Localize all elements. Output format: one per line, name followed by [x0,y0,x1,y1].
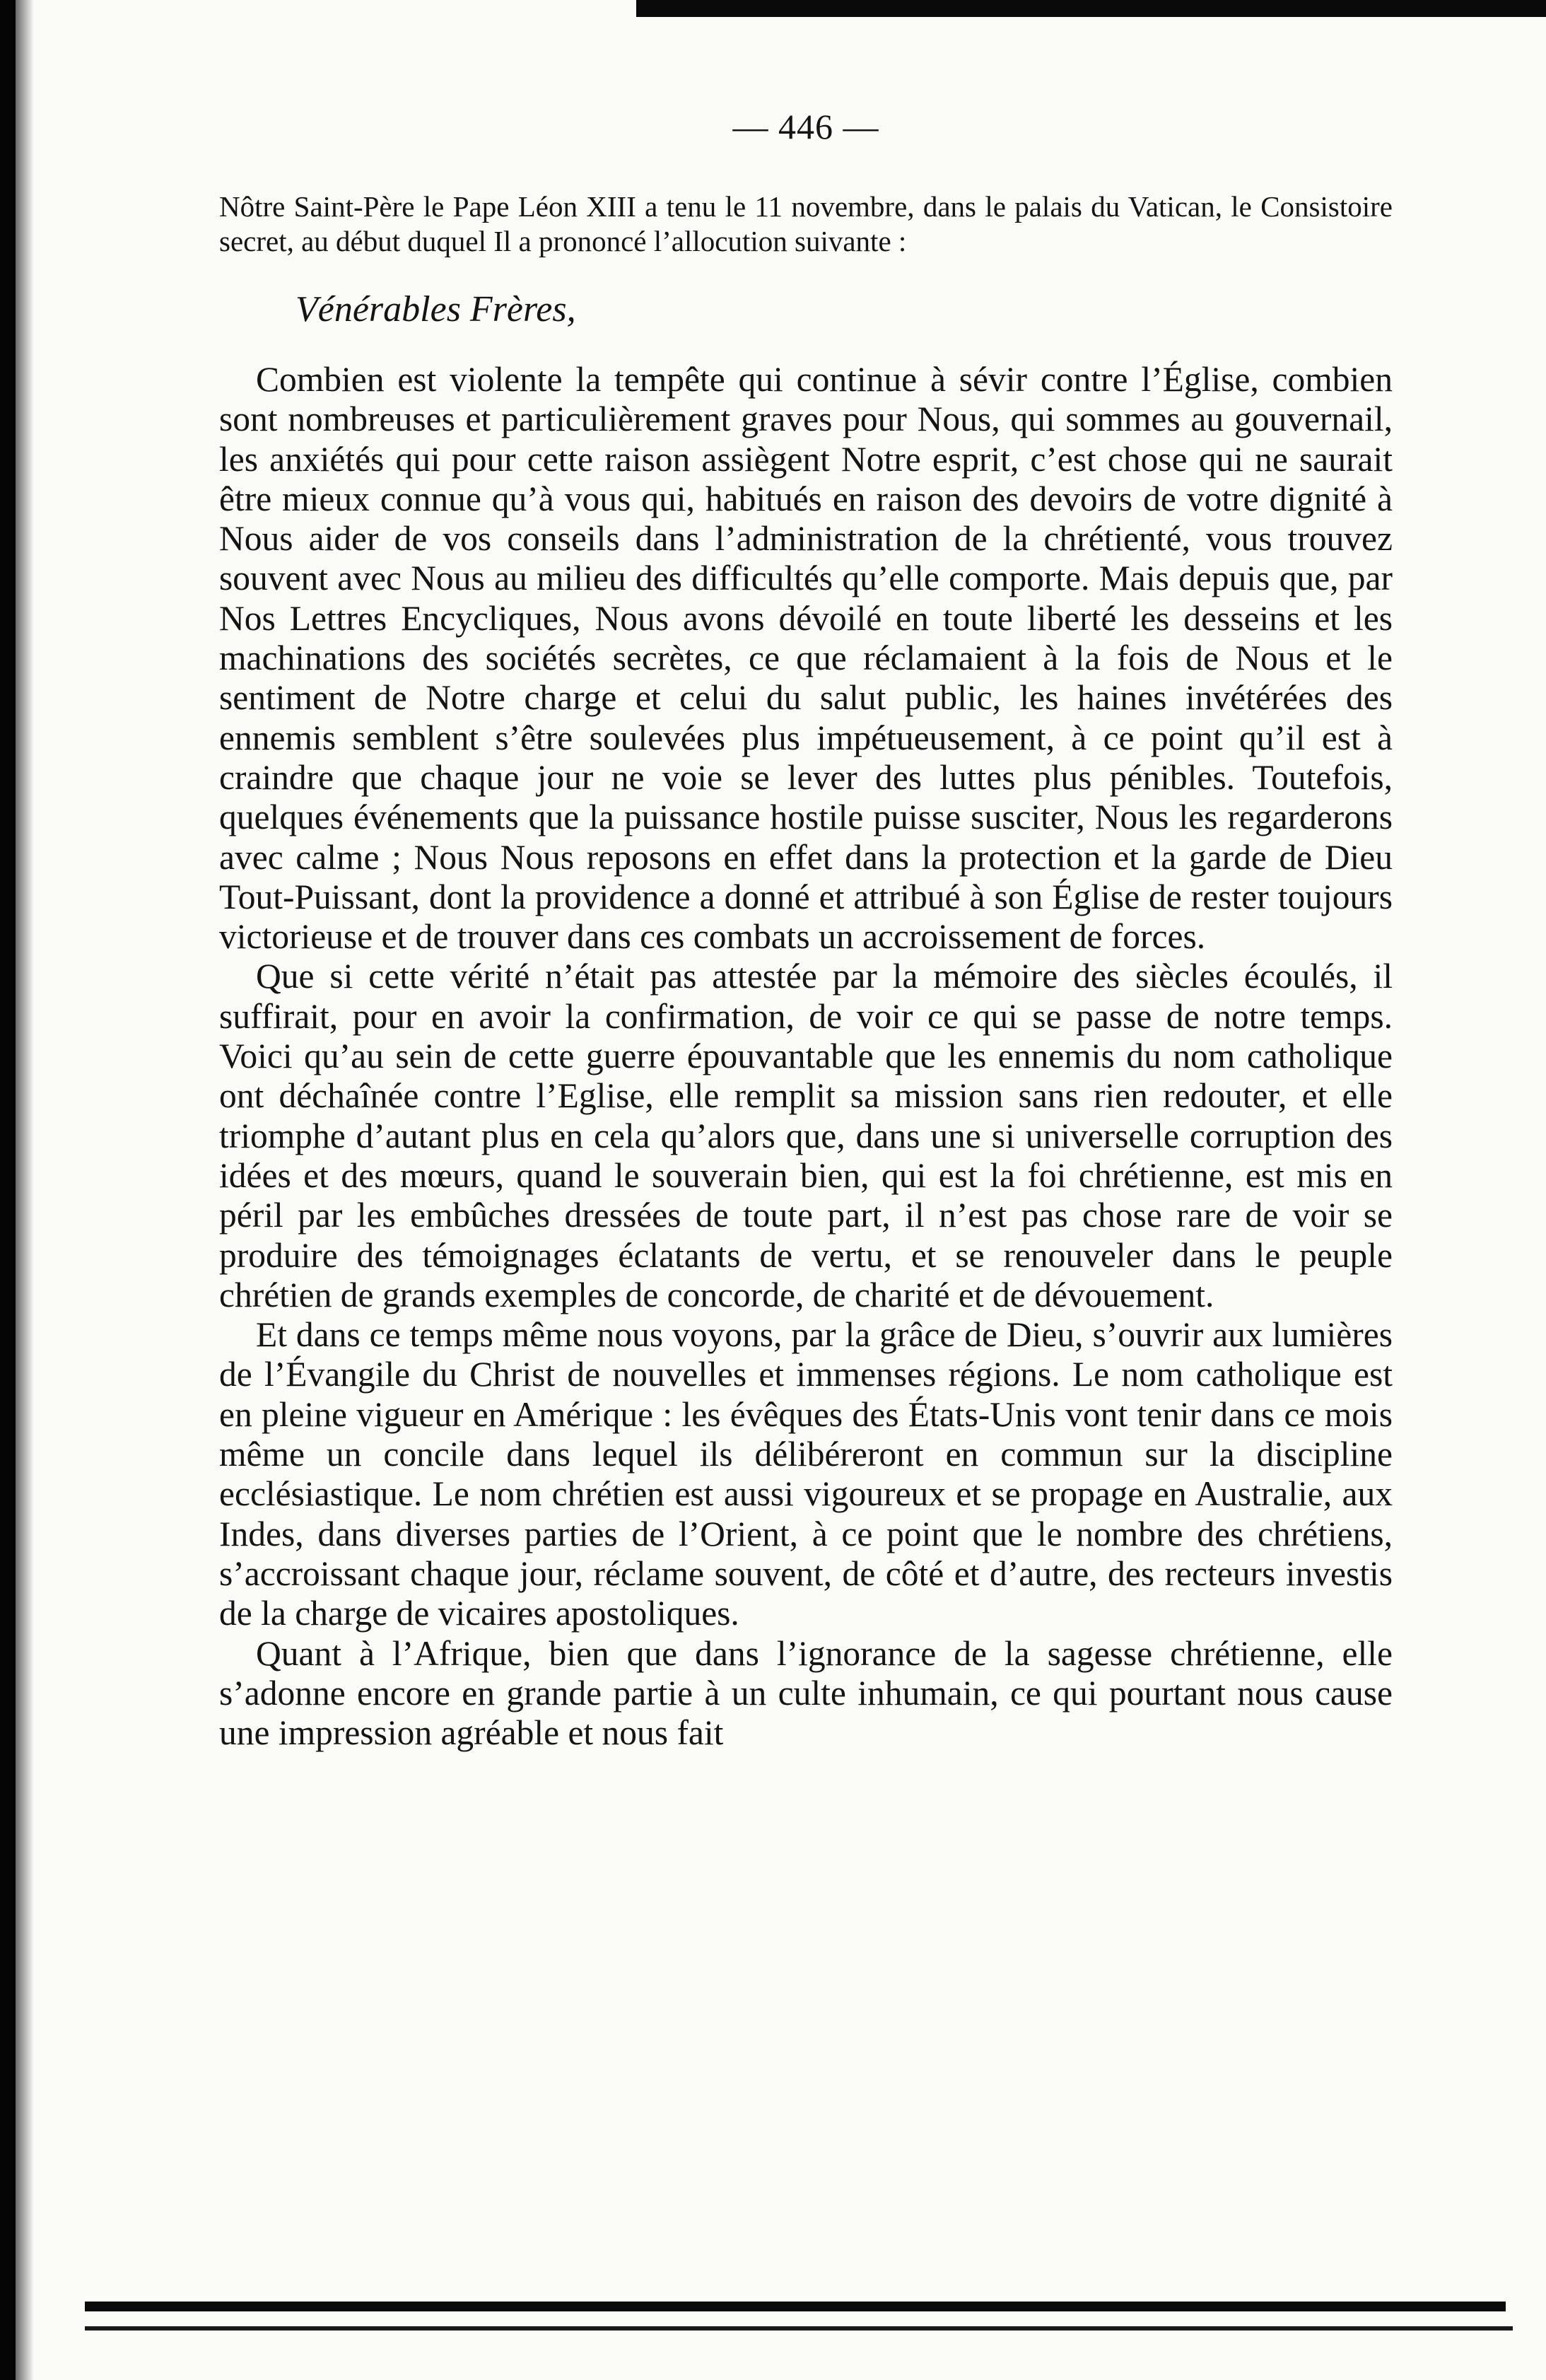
scan-top-border [636,0,1546,17]
body-paragraph-4: Quant à l’Afrique, bien que dans l’ignorance de la sagesse chrétienne, elle s’adonne encore en grande partie à un culte inhumain, ce qui pourtant nous cause une impression agréable et nous fait [219,1633,1393,1753]
scan-bottom-border [85,2302,1506,2311]
scan-left-shadow [16,0,34,2380]
body-paragraph-2: Que si cette vérité n’était pas attestée par la mémoire des siècles écoulés, il suffirait, pour en avoir la confirmation, de voir ce qui se passe de notre temps. Voici qu’au sein de cette guerre épouvantable que les ennemis du nom catholique ont déchaînée contre l’Eglise, elle remplit sa mission sans rien redouter, et elle triomphe d’autant plus en cela qu’alors que, dans une si universelle corruption des idées et des mœurs, quand le souverain bien, qui est la foi chrétienne, est mis en péril par les embûches dressées de toute part, il n’est pas chose rare de voir se produire des témoignages éclatants de vertu, et se renouveler dans le peuple chrétien de grands exemples de concorde, de charité et de dévouement. [219,957,1393,1314]
body-paragraph-1: Combien est violente la tempête qui continue à sévir contre l’Église, combien sont nombreuses et particulièrement graves pour Nous, qui sommes au gouvernail, les anxiétés qui pour cette raison assiègent Notre esprit, c’est chose qui ne saurait être mieux connue qu’à vous qui, habitués en raison des devoirs de votre dignité à Nous aider de vos conseils dans l’administration de la chrétienté, vous trouvez souvent avec Nous au milieu des difficultés qu’elle comporte. Mais depuis que, par Nos Lettres Encycliques, Nous avons dévoilé en toute liberté les desseins et les machinations des sociétés secrètes, ce que réclamaient à la fois de Nous et le sentiment de Notre charge et celui du salut public, les haines invétérées des ennemis semblent s’être soulevées plus impétueusement, à ce point qu’il est à craindre que chaque jour ne voie se lever des luttes plus pénibles. Toutefois, quelques événements que la puissance hostile puisse susciter, Nous les regarderons avec calme ; Nous Nous reposons en effet dans la protection et la garde de Dieu Tout-Puissant, dont la providence a donné et attribué à son Église de rester toujours victorieuse et de trouver dans ces combats un accroissement de forces. [219,360,1393,957]
scan-left-border [0,0,16,2380]
body-paragraph-3: Et dans ce temps même nous voyons, par la grâce de Dieu, s’ouvrir aux lumières de l’Évangile du Christ de nouvelles et immenses régions. Le nom catholique est en pleine vigueur en Amérique : les évêques des États-Unis vont tenir dans ce mois même un concile dans lequel ils délibéreront en commun sur la discipline ecclésiastique. Le nom chrétien est aussi vigoureux et se propage en Australie, aux Indes, dans diverses parties de l’Orient, à ce point que le nombre des chrétiens, s’accroissant chaque jour, réclame souvent, de côté et d’autre, des recteurs investis de la charge de vicaires apostoliques. [219,1315,1393,1633]
intro-paragraph: Nôtre Saint-Père le Pape Léon XIII a tenu le 11 novembre, dans le palais du Vatican, le Consistoire secret, au début duquel Il a prononcé l’allocution suivante : [219,190,1393,257]
page-text [219,106,1393,1753]
page-number: — 446 — [732,107,879,146]
salutation: Vénérables Frères, [295,289,576,329]
scan-bottom-border-secondary [85,2326,1513,2331]
